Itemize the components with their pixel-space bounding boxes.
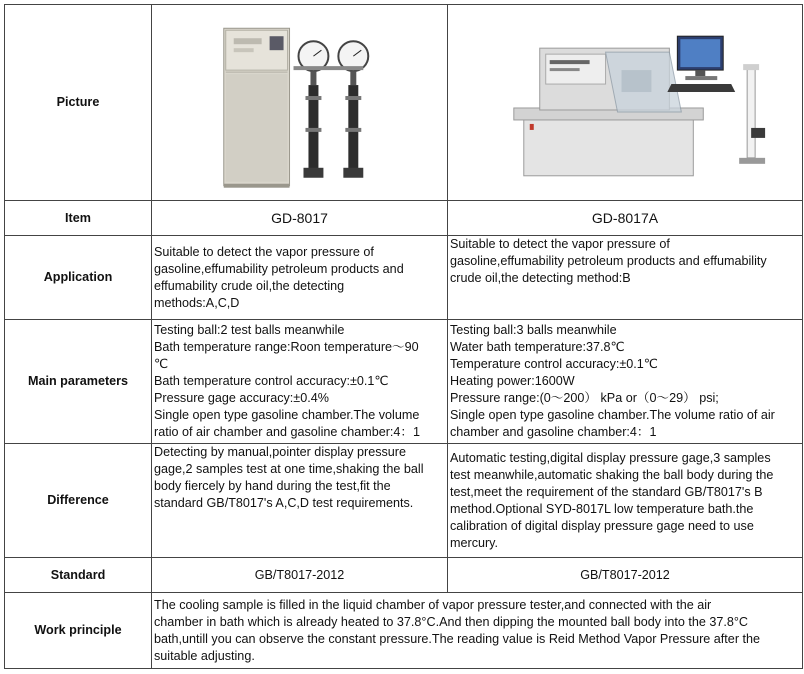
row-picture xyxy=(5,5,803,201)
text-line: Single open type gasoline chamber.The volume xyxy=(154,408,420,422)
difference-label: Difference xyxy=(5,444,152,558)
text-line: Automatic testing,digital display pressure gage,3 samples xyxy=(450,450,771,465)
picture-label: Picture xyxy=(5,5,152,201)
main-parameters-label: Main parameters xyxy=(5,320,152,444)
item-label: Item xyxy=(5,201,152,236)
row-work-principle xyxy=(5,593,803,669)
text-line: Single open type gasoline chamber.The volume ratio of air xyxy=(450,408,775,422)
text-line: ratio of air chamber and gasoline chamber:4：1 xyxy=(154,425,421,439)
text-line: body fiercely by hand during the test,fit the xyxy=(154,479,391,493)
row-application xyxy=(5,236,803,320)
application-gd8017a xyxy=(448,236,803,320)
picture-gd8017 xyxy=(152,5,448,201)
text-line: Water bath temperature:37.8℃ xyxy=(450,340,625,354)
text-line: mercury. xyxy=(450,535,499,550)
text-line: gasoline,effumability petroleum products and effumability xyxy=(450,254,767,268)
text-line: methods:A,C,D xyxy=(154,295,240,310)
standard-label: Standard xyxy=(5,558,152,593)
main-parameters-gd8017a xyxy=(448,320,803,444)
text-line: Pressure range:(0～200） kPa or（0～29） psi; xyxy=(450,391,719,405)
gd8017-instrument-image xyxy=(154,8,445,198)
text-line: Pressure gage accuracy:±0.4% xyxy=(154,391,329,405)
difference-gd8017a xyxy=(448,444,803,558)
main-parameters-gd8017 xyxy=(152,320,448,444)
text-line: Suitable to detect the vapor pressure of xyxy=(450,237,670,251)
application-label: Application xyxy=(5,236,152,320)
text-line: calibration of digital display pressure gage need to use xyxy=(450,518,754,533)
text-line: effumability crude oil,the detecting xyxy=(154,278,345,293)
row-difference xyxy=(5,444,803,558)
row-main-parameters xyxy=(5,320,803,444)
row-item xyxy=(5,201,803,236)
text-line: test,meet the requirement of the standard GB/T8017's B xyxy=(450,484,763,499)
text-line: test meanwhile,automatic shaking the ball body during the xyxy=(450,467,774,482)
text-line: gage,2 samples test at one time,shaking the ball xyxy=(154,462,424,476)
standard-gd8017a: GB/T8017-2012 xyxy=(448,558,803,593)
item-gd8017a: GD-8017A xyxy=(448,201,803,236)
text-line: crude oil,the detecting method:B xyxy=(450,271,631,285)
work-principle-label: Work principle xyxy=(5,593,152,669)
text-line: suitable adjusting. xyxy=(154,648,255,663)
item-gd8017: GD-8017 xyxy=(152,201,448,236)
row-standard xyxy=(5,558,803,593)
text-line: bath,untill you can observe the constant pressure.The reading value is Reid Method Vapor Pressure after the xyxy=(154,631,761,646)
work-principle-text xyxy=(152,593,803,669)
application-gd8017 xyxy=(152,236,448,320)
text-line: Detecting by manual,pointer display pressure xyxy=(154,445,407,459)
text-line: The cooling sample is filled in the liquid chamber of vapor pressure tester,and connected with the air xyxy=(154,597,712,612)
text-line: Bath temperature range:Roon temperature～90 xyxy=(154,340,419,354)
picture-gd8017a xyxy=(448,5,803,201)
text-line: Bath temperature control accuracy:±0.1℃ xyxy=(154,374,389,388)
text-line: Temperature control accuracy:±0.1℃ xyxy=(450,357,658,371)
text-line: Testing ball:2 test balls meanwhile xyxy=(154,323,345,337)
text-line: chamber and gasoline chamber:4：1 xyxy=(450,425,657,439)
text-line: chamber in bath which is already heated to 37.8°C.And then dipping the mounted ball body into the 37.8°C xyxy=(154,614,748,629)
gd8017a-instrument-image xyxy=(450,8,800,198)
text-line: Heating power:1600W xyxy=(450,374,575,388)
text-line: Suitable to detect the vapor pressure of xyxy=(154,244,374,259)
text-line: Testing ball:3 balls meanwhile xyxy=(450,323,617,337)
spec-table xyxy=(4,4,803,669)
text-line: ℃ xyxy=(154,357,169,371)
standard-gd8017: GB/T8017-2012 xyxy=(152,558,448,593)
text-line: gasoline,effumability petroleum products and xyxy=(154,261,404,276)
difference-gd8017 xyxy=(152,444,448,558)
text-line: standard GB/T8017's A,C,D test requirements. xyxy=(154,496,414,510)
text-line: method.Optional SYD-8017L low temperature bath.the xyxy=(450,501,754,516)
